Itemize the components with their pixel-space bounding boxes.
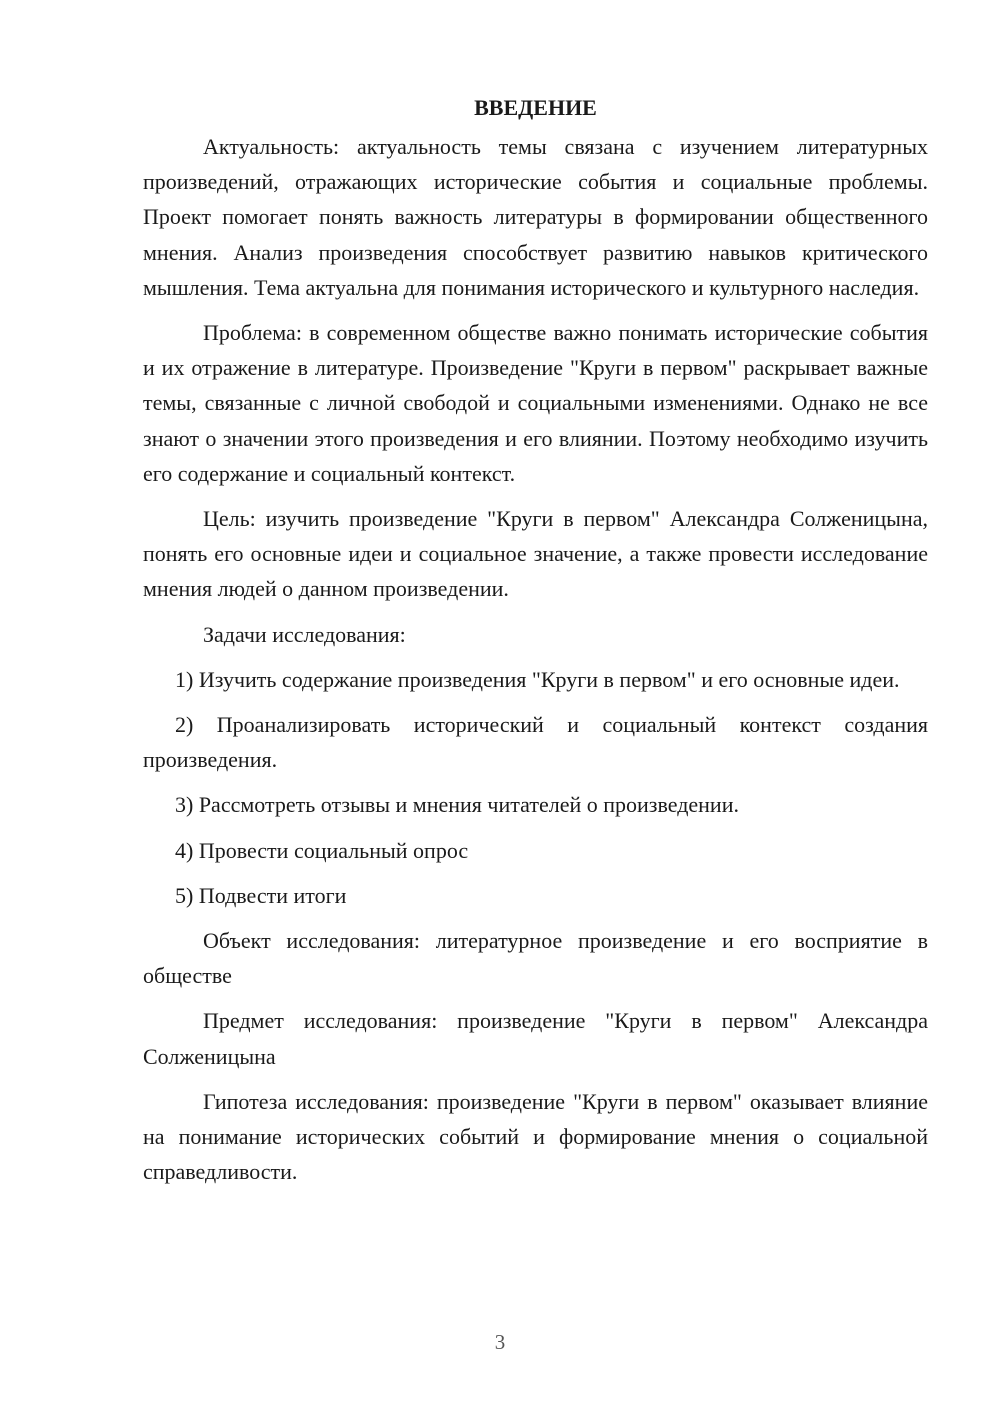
- document-page: [143, 90, 928, 1199]
- hypothesis-paragraph: Гипотеза исследования: произведение "Круги в первом" оказывает влияние на понимание исторических событий и формирование мнения о социальной справедливости.: [143, 1088, 928, 1185]
- task-item-3: 3) Рассмотреть отзывы и мнения читателей о произведении.: [175, 792, 739, 818]
- problem-paragraph: Проблема: в современном обществе важно понимать исторические события и их отражение в литературе. Произведение "Круги в первом" раскрывает важные темы, связанные с личной свободой и социальными изменениями. Однако не все знают о значении этого произведения и его влиянии. Поэтому необходимо изучить его содержание и социальный контекст.: [143, 320, 928, 486]
- subject-paragraph: Предмет исследования: произведение "Круги в первом" Александра Солженицына: [143, 1008, 928, 1069]
- goal-paragraph: Цель: изучить произведение "Круги в первом" Александра Солженицына, понять его основные идеи и социальное значение, а также провести исследование мнения людей о данном произведении.: [143, 506, 928, 602]
- object-paragraph: Объект исследования: литературное произведение и его восприятие в обществе: [143, 928, 928, 989]
- page-title: ВВЕДЕНИЕ: [474, 95, 597, 120]
- task-item-5: 5) Подвести итоги: [175, 882, 347, 908]
- task-item-4: 4) Провести социальный опрос: [175, 837, 469, 863]
- page-number: 3: [494, 1330, 506, 1354]
- task-item-1: 1) Изучить содержание произведения "Круги в первом" и его основные идеи.: [175, 666, 900, 692]
- task-item-2: 2) Проанализировать исторический и социальный контекст создания произведения.: [143, 712, 928, 773]
- relevance-paragraph: Актуальность: актуальность темы связана с изучением литературных произведений, отражающих исторические события и социальные проблемы. Проект помогает понять важность литературы в формировании общественного мнения. Анализ произведения способствует развитию навыков критического мышления. Тема актуальна для понимания исторического и культурного наследия.: [143, 134, 928, 300]
- tasks-heading: Задачи исследования:: [203, 621, 406, 647]
